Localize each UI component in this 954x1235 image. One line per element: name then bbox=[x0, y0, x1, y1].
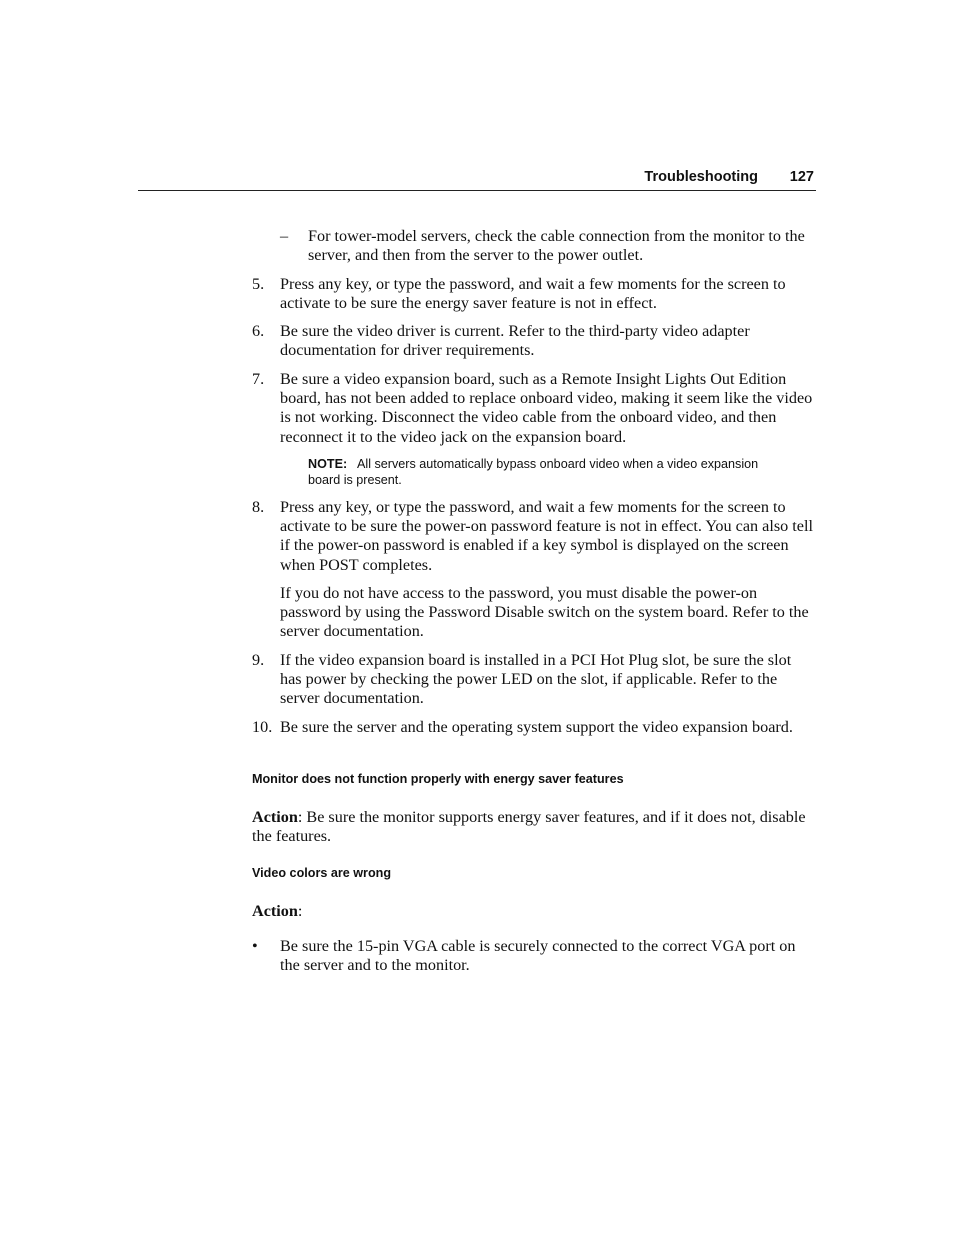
step-text: If the video expansion board is installed in a PCI Hot Plug slot, be sure the slot has power by checking the power LED on the slot, if applicable. Refer to the server documentation. bbox=[280, 651, 792, 708]
step-number: 7. bbox=[252, 370, 265, 388]
bullet-text: Be sure the 15-pin VGA cable is securely connected to the correct VGA port on the server and to the monitor. bbox=[280, 937, 796, 975]
step-number: 8. bbox=[252, 498, 265, 516]
action-energy-saver bbox=[252, 808, 816, 846]
section-heading-video-colors: Video colors are wrong bbox=[252, 866, 392, 880]
dash-list-item bbox=[280, 227, 816, 265]
step-6 bbox=[252, 322, 816, 360]
step-number: 5. bbox=[252, 275, 265, 293]
header-section-title: Troubleshooting bbox=[644, 169, 758, 185]
action-video-colors bbox=[252, 902, 816, 921]
action-label: Action bbox=[252, 902, 298, 920]
section-heading-energy-saver: Monitor does not function properly with energy saver features bbox=[252, 772, 624, 786]
note-text: All servers automatically bypass onboard video when a video expansion board is present. bbox=[308, 457, 759, 487]
step-text: Press any key, or type the password, and wait a few moments for the screen to activate to be sure the energy saver feature is not in effect. bbox=[280, 275, 786, 313]
step-text: Be sure a video expansion board, such as a Remote Insight Lights Out Edition board, has not been added to replace onboard video, making it seem like the video is not working. Disconnect the video cable from the onboard video, and then reconnect it to the video jack on the expansion board. bbox=[280, 370, 813, 446]
bullet-item bbox=[252, 937, 816, 975]
step-7 bbox=[252, 370, 816, 447]
dash-item-text: For tower-model servers, check the cable connection from the monitor to the server, and then from the server to the power outlet. bbox=[308, 227, 805, 265]
dash-marker: – bbox=[280, 227, 289, 245]
step-number: 6. bbox=[252, 322, 265, 340]
action-text: : bbox=[297, 902, 303, 920]
step-9 bbox=[252, 651, 816, 709]
step-8 bbox=[252, 498, 816, 575]
bullet-marker: • bbox=[252, 937, 258, 955]
step-text: Be sure the video driver is current. Refer to the third-party video adapter documentation for driver requirements. bbox=[280, 322, 750, 360]
step-number: 9. bbox=[252, 651, 265, 669]
step-text: Press any key, or type the password, and wait a few moments for the screen to activate to be sure the power-on password feature is not in effect. You can also tell if the power-on password is enabled if a key symbol is displayed on the screen when POST completes. bbox=[280, 498, 813, 574]
step-text: Be sure the server and the operating system support the video expansion board. bbox=[280, 718, 793, 736]
note-label: NOTE: bbox=[308, 457, 348, 471]
step-number: 10. bbox=[252, 718, 273, 736]
step-8-followup: If you do not have access to the password, you must disable the power-on password by using the Password Disable switch on the system board. Refer to the server documentation. bbox=[280, 584, 809, 641]
note-spacer bbox=[351, 457, 355, 471]
note-box bbox=[308, 456, 788, 488]
page-header bbox=[138, 168, 816, 191]
action-text: : Be sure the monitor supports energy saver features, and if it does not, disable the features. bbox=[252, 808, 806, 846]
step-5 bbox=[252, 275, 816, 313]
header-page-number: 127 bbox=[789, 169, 814, 185]
action-label: Action bbox=[252, 808, 298, 826]
step-10 bbox=[252, 718, 816, 737]
